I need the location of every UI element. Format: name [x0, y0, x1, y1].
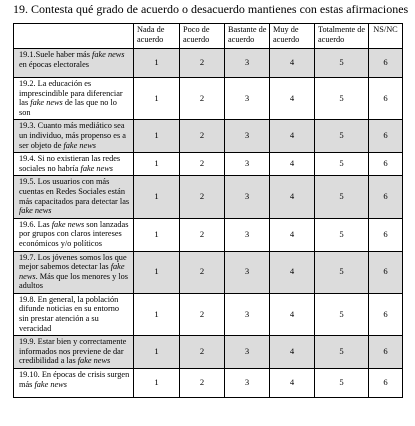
statement-cell: [14, 293, 134, 335]
scale-value-cell: 5: [315, 49, 369, 78]
table-row: [14, 120, 403, 153]
scale-value-cell: 6: [369, 49, 403, 78]
scale-value-cell: 6: [369, 153, 403, 176]
question-title: 19. Contesta qué grado de acuerdo o desacuerdo mantienes con estas afirmaciones: [13, 2, 409, 16]
table-row: [14, 49, 403, 78]
statement-cell: [14, 336, 134, 369]
statement-text: de las que no lo son: [19, 98, 117, 117]
scale-value-cell: 5: [315, 78, 369, 120]
statement-emphasis: fake news: [30, 98, 63, 108]
scale-value-cell: 1: [134, 218, 180, 251]
agreement-table: [13, 23, 403, 398]
statement-text: 19.2. La educación es imprescindible para diferenciar las: [19, 79, 123, 108]
scale-value-cell: 2: [180, 218, 225, 251]
statement-cell: [14, 78, 134, 120]
scale-value-cell: 3: [225, 369, 270, 398]
scale-value-cell: 4: [270, 293, 315, 335]
header-bastante-de-acuerdo: Bastante de acuerdo: [225, 24, 270, 49]
scale-value-cell: 6: [369, 78, 403, 120]
statement-text: 19.3. Cuanto más mediático sea un individuo, más propenso es a ser objeto de: [19, 121, 126, 150]
scale-value-cell: 2: [180, 78, 225, 120]
scale-value-cell: 4: [270, 218, 315, 251]
header-totalmente-de-acuerdo: Totalmente de acuerdo: [315, 24, 369, 49]
header-poco-de-acuerdo: Poco de acuerdo: [180, 24, 225, 49]
statement-emphasis: fake news: [19, 206, 52, 216]
statement-cell: [14, 49, 134, 78]
statement-text: 19.7. Los jóvenes somos los que mejor sabemos detectar las: [19, 252, 127, 272]
statement-text: 19.1.Suele haber más: [19, 50, 93, 59]
statement-emphasis: fake news: [92, 50, 125, 59]
statement-emphasis: fake news: [63, 140, 96, 150]
statement-emphasis: fake news: [34, 379, 67, 389]
scale-value-cell: 3: [225, 49, 270, 78]
scale-value-cell: 3: [225, 153, 270, 176]
scale-value-cell: 6: [369, 120, 403, 153]
scale-value-cell: 1: [134, 78, 180, 120]
scale-value-cell: 6: [369, 336, 403, 369]
header-row: [14, 24, 403, 49]
scale-value-cell: 2: [180, 369, 225, 398]
table-row: [14, 251, 403, 293]
statement-cell: [14, 120, 134, 153]
scale-value-cell: 1: [134, 153, 180, 176]
statement-text: . Más que los menores y los adultos: [19, 271, 129, 291]
scale-value-cell: 4: [270, 336, 315, 369]
scale-value-cell: 1: [134, 49, 180, 78]
scale-value-cell: 4: [270, 120, 315, 153]
scale-value-cell: 2: [180, 336, 225, 369]
scale-value-cell: 5: [315, 369, 369, 398]
scale-value-cell: 2: [180, 251, 225, 293]
statement-emphasis: fake news: [51, 219, 85, 229]
scale-value-cell: 4: [270, 369, 315, 398]
statement-text: son lanzadas por grupos con claros intereses económicos y/o políticos: [19, 219, 129, 248]
scale-value-cell: 2: [180, 49, 225, 78]
statement-cell: [14, 251, 134, 293]
scale-value-cell: 4: [270, 153, 315, 176]
scale-value-cell: 5: [315, 336, 369, 369]
scale-value-cell: 4: [270, 78, 315, 120]
statement-cell: [14, 218, 134, 251]
table-row: [14, 176, 403, 218]
scale-value-cell: 5: [315, 153, 369, 176]
statement-text: 19.10. En épocas de crisis surgen más: [19, 370, 130, 389]
scale-value-cell: 2: [180, 293, 225, 335]
scale-value-cell: 3: [225, 336, 270, 369]
scale-value-cell: 3: [225, 176, 270, 218]
statement-text: 19.6. Las: [19, 219, 52, 229]
scale-value-cell: 1: [134, 120, 180, 153]
scale-value-cell: 3: [225, 251, 270, 293]
statement-cell: [14, 153, 134, 176]
statement-text: 19.5. Los usuarios con más cuentas en Redes Sociales están más capacitados para detectar las: [19, 177, 130, 206]
statement-emphasis: fake news: [80, 163, 114, 173]
statement-cell: [14, 176, 134, 218]
scale-value-cell: 4: [270, 49, 315, 78]
scale-value-cell: 1: [134, 251, 180, 293]
table-row: [14, 218, 403, 251]
scale-value-cell: 1: [134, 336, 180, 369]
scale-value-cell: 5: [315, 293, 369, 335]
scale-value-cell: 1: [134, 369, 180, 398]
table-row: [14, 336, 403, 369]
scale-value-cell: 5: [315, 120, 369, 153]
header-ns-nc: NS/NC: [369, 24, 403, 49]
table-row: [14, 78, 403, 120]
scale-value-cell: 6: [369, 176, 403, 218]
table-row: [14, 293, 403, 335]
scale-value-cell: 3: [225, 293, 270, 335]
scale-value-cell: 4: [270, 251, 315, 293]
statement-cell: [14, 369, 134, 398]
scale-value-cell: 6: [369, 251, 403, 293]
statement-text: 19.8. En general, la población difunde noticias en su entorno sin prestar atención a su veracidad: [19, 294, 120, 333]
scale-value-cell: 3: [225, 120, 270, 153]
scale-value-cell: 5: [315, 251, 369, 293]
scale-value-cell: 2: [180, 176, 225, 218]
scale-value-cell: 6: [369, 218, 403, 251]
header-nada-de-acuerdo: Nada de acuerdo: [134, 24, 180, 49]
statement-text: 19.4. Si no existieran las redes sociales no habría: [19, 154, 121, 173]
scale-value-cell: 3: [225, 218, 270, 251]
scale-value-cell: 3: [225, 78, 270, 120]
scale-value-cell: 5: [315, 176, 369, 218]
scale-value-cell: 6: [369, 369, 403, 398]
scale-value-cell: 2: [180, 120, 225, 153]
scale-value-cell: 2: [180, 153, 225, 176]
scale-value-cell: 1: [134, 176, 180, 218]
statement-text: 19.9. Estar bien y correctamente informados nos previene de dar credibilidad a las: [19, 337, 127, 366]
scale-value-cell: 5: [315, 218, 369, 251]
table-row: [14, 369, 403, 398]
scale-value-cell: 4: [270, 176, 315, 218]
statement-emphasis: fake news: [77, 356, 111, 366]
table-row: [14, 153, 403, 176]
statement-emphasis: fake news: [19, 262, 125, 281]
scale-value-cell: 1: [134, 293, 180, 335]
header-statement: [14, 24, 134, 49]
scale-value-cell: 6: [369, 293, 403, 335]
header-muy-de-acuerdo: Muy de acuerdo: [270, 24, 315, 49]
statement-text: en épocas electorales: [19, 59, 90, 69]
